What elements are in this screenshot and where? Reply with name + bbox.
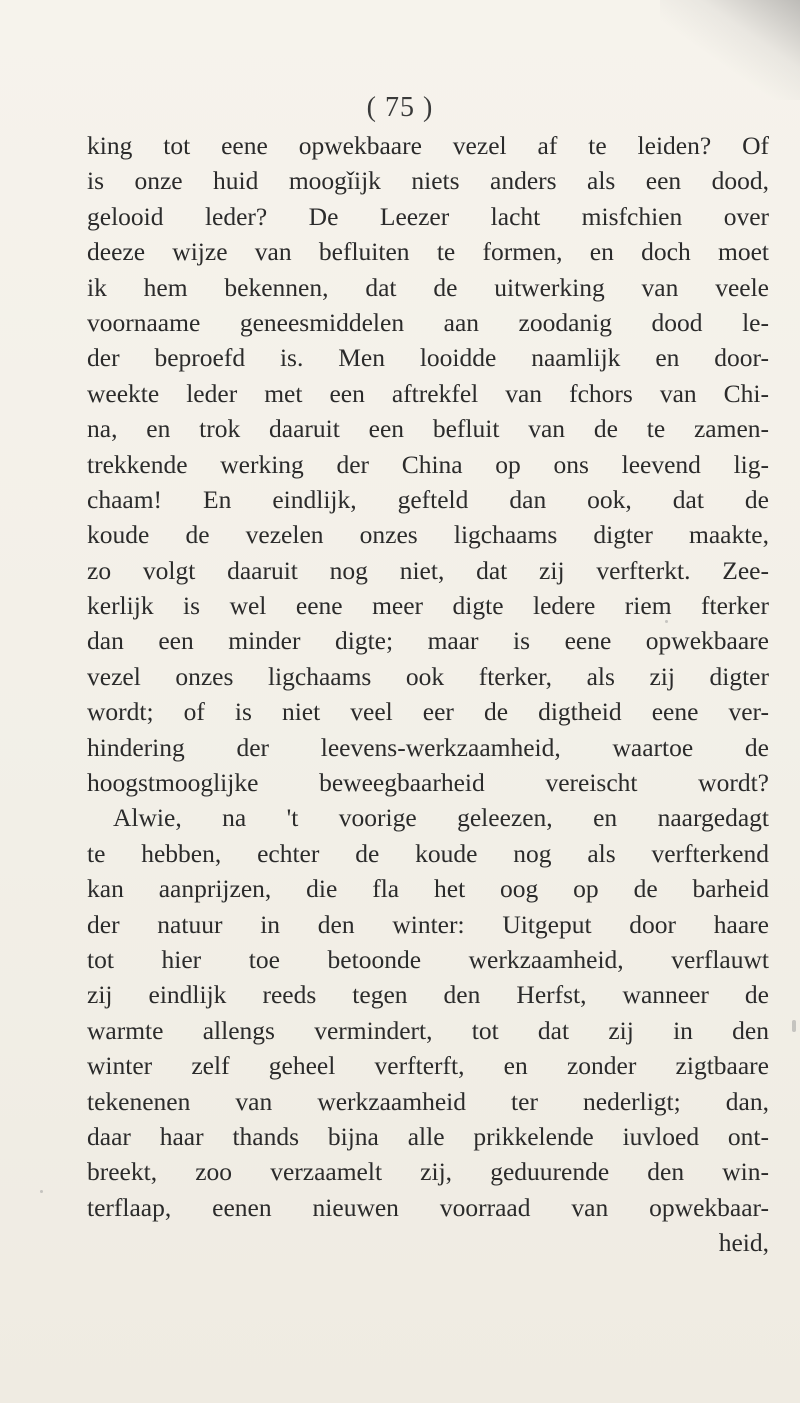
text-line: hindering der leevens-werkzaamheid, waartoe de bbox=[87, 732, 769, 762]
text-line: daar haar thands bijna alle prikkelende iuvloed ont- bbox=[87, 1121, 769, 1151]
text-line: warmte allengs vermindert, tot dat zij in den bbox=[87, 1015, 769, 1045]
body-text bbox=[87, 128, 769, 1261]
page-corner-shadow bbox=[660, 0, 800, 100]
text-line: winter zelf geheel verfterft, en zonder zigtbaare bbox=[87, 1051, 769, 1081]
text-line: trekkende werking der China op ons leevend lig- bbox=[87, 449, 769, 479]
text-line: hoogstmooglijke beweegbaarheid vereischt wordt? bbox=[87, 768, 769, 798]
text-line: voornaame geneesmiddelen aan zoodanig dood le- bbox=[87, 307, 769, 337]
text-line: na, en trok daaruit een befluit van de te zamen- bbox=[87, 414, 769, 444]
text-line: wordt; of is niet veel eer de digtheid eene ver- bbox=[87, 697, 769, 727]
text-line: heid, bbox=[718, 1228, 769, 1258]
text-line: vezel onzes ligchaams ook fterker, als zij digter bbox=[87, 661, 769, 691]
paper-speck bbox=[40, 1190, 43, 1193]
text-line: zo volgt daaruit nog niet, dat zij verfterkt. Zee- bbox=[87, 555, 769, 585]
text-line: is onze huid moogǐijk niets anders als een dood, bbox=[87, 166, 769, 196]
text-line: te hebben, echter de koude nog als verfterkend bbox=[87, 838, 769, 868]
text-line: tekenenen van werkzaamheid ter nederligt; dan, bbox=[87, 1086, 769, 1116]
text-line: gelooid leder? De Leezer lacht misfchien over bbox=[87, 201, 769, 231]
text-line: breekt, zoo verzaamelt zij, geduurende den win- bbox=[87, 1157, 769, 1187]
text-line: ik hem bekennen, dat de uitwerking van veele bbox=[87, 272, 769, 302]
text-line: kerlijk is wel eene meer digte ledere riem fterker bbox=[87, 591, 769, 621]
text-line: weekte leder met een aftrekfel van fchors van Chi- bbox=[87, 378, 769, 408]
text-line: der beproefd is. Men looidde naamlijk en door- bbox=[87, 343, 769, 373]
text-line: kan aanprijzen, die fla het oog op de barheid bbox=[87, 874, 769, 904]
text-line: tot hier toe betoonde werkzaamheid, verflauwt bbox=[87, 944, 769, 974]
text-line: dan een minder digte; maar is eene opwekbaare bbox=[87, 626, 769, 656]
paper-speck bbox=[665, 620, 668, 623]
page-number: ( 75 ) bbox=[366, 92, 434, 123]
text-line: chaam! En eindlijk, gefteld dan ook, dat de bbox=[87, 484, 769, 514]
text-line: der natuur in den winter: Uitgeput door haare bbox=[87, 909, 769, 939]
text-line: zij eindlijk reeds tegen den Herfst, wanneer de bbox=[87, 980, 769, 1010]
text-line: terflaap, eenen nieuwen voorraad van opwekbaar- bbox=[87, 1192, 769, 1222]
text-line: king tot eene opwekbaare vezel af te leiden? Of bbox=[87, 131, 769, 160]
text-line: koude de vezelen onzes ligchaams digter maakte, bbox=[87, 520, 769, 550]
text-line: deeze wijze van befluiten te formen, en doch moet bbox=[87, 237, 769, 267]
paper-speck bbox=[792, 1020, 796, 1032]
text-line: Alwie, na 't voorige geleezen, en naargedagt bbox=[113, 803, 769, 833]
